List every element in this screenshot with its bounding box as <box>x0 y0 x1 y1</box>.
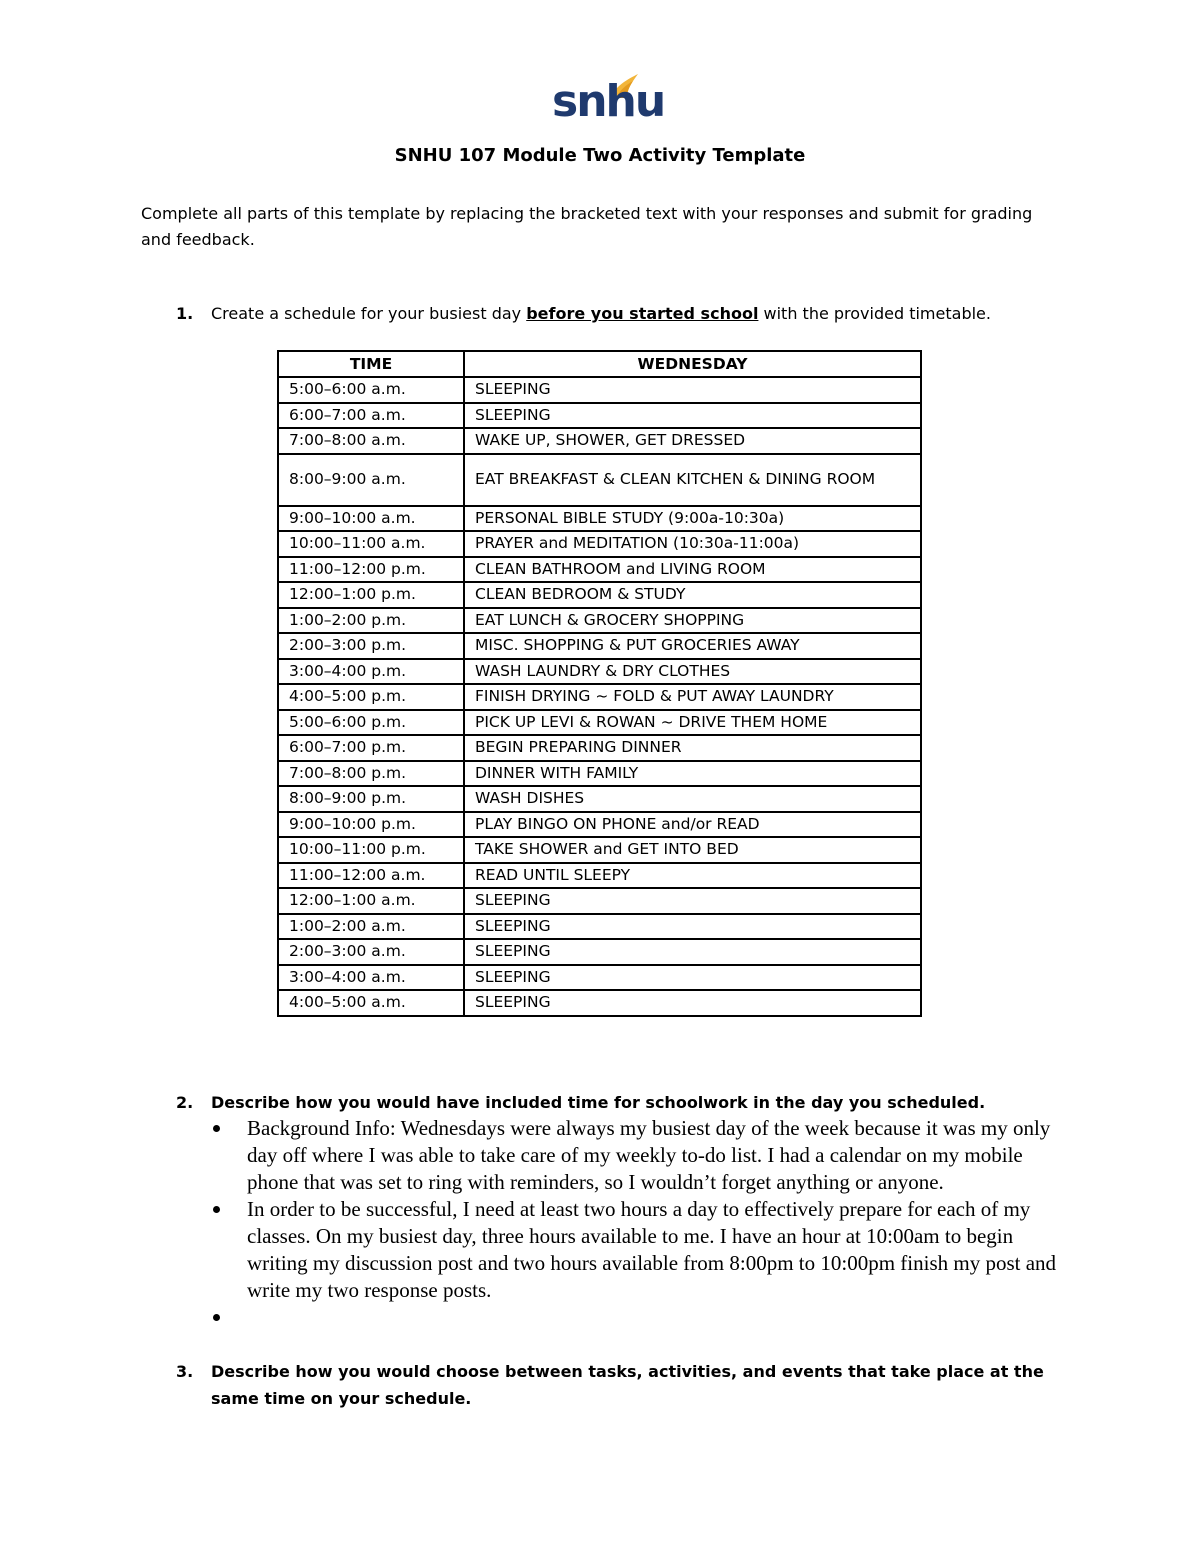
page-title: SNHU 107 Module Two Activity Template <box>394 145 806 166</box>
activity-cell[interactable]: BEGIN PREPARING DINNER <box>464 735 921 761</box>
question-1-text <box>211 300 1051 327</box>
table-row <box>278 990 921 1016</box>
activity-cell[interactable]: MISC. SHOPPING & PUT GROCERIES AWAY <box>464 633 921 659</box>
question-3-text: Describe how you would choose between tasks, activities, and events that take place at the same time on your schedule. <box>211 1362 1044 1408</box>
time-cell: 6:00–7:00 a.m. <box>278 403 464 429</box>
time-cell: 6:00–7:00 p.m. <box>278 735 464 761</box>
table-row <box>278 939 921 965</box>
activity-cell[interactable]: WASH DISHES <box>464 786 921 812</box>
time-cell: 7:00–8:00 p.m. <box>278 761 464 787</box>
activity-cell[interactable]: FINISH DRYING ~ FOLD & PUT AWAY LAUNDRY <box>464 684 921 710</box>
table-row <box>278 786 921 812</box>
table-row <box>278 888 921 914</box>
time-cell: 1:00–2:00 a.m. <box>278 914 464 940</box>
activity-cell[interactable]: TAKE SHOWER and GET INTO BED <box>464 837 921 863</box>
table-row <box>278 837 921 863</box>
question-2-text: Describe how you would have included time for schoolwork in the day you scheduled. <box>211 1093 986 1112</box>
activity-cell[interactable]: EAT LUNCH & GROCERY SHOPPING <box>464 608 921 634</box>
snhu-logo <box>552 72 665 134</box>
table-row <box>278 965 921 991</box>
time-cell: 4:00–5:00 a.m. <box>278 990 464 1016</box>
question-1-pre: Create a schedule for your busiest day <box>211 304 527 323</box>
activity-cell[interactable]: PRAYER and MEDITATION (10:30a-11:00a) <box>464 531 921 557</box>
time-cell: 12:00–1:00 a.m. <box>278 888 464 914</box>
time-cell: 4:00–5:00 p.m. <box>278 684 464 710</box>
table-row <box>278 608 921 634</box>
activity-cell[interactable]: SLEEPING <box>464 403 921 429</box>
answer-bullet-empty[interactable] <box>211 1304 1071 1331</box>
table-row <box>278 659 921 685</box>
answer-bullets <box>211 1115 1071 1331</box>
table-row <box>278 557 921 583</box>
table-header-row <box>278 351 921 377</box>
table-row <box>278 761 921 787</box>
time-cell: 9:00–10:00 p.m. <box>278 812 464 838</box>
table-row <box>278 735 921 761</box>
activity-cell[interactable]: SLEEPING <box>464 914 921 940</box>
answer-bullet[interactable] <box>211 1115 1071 1196</box>
header-time: TIME <box>278 351 464 377</box>
time-cell: 11:00–12:00 a.m. <box>278 863 464 889</box>
instructions: Complete all parts of this template by replacing the bracketed text with your responses and submit for grading and feedback. <box>141 204 1033 249</box>
activity-cell[interactable]: WAKE UP, SHOWER, GET DRESSED <box>464 428 921 454</box>
answer-text: Background Info: Wednesdays were always my busiest day of the week because it was my only day off where I was able to take care of my weekly to-do list. I had a calendar on my mobile phone that was set to ring with reminders, so I wouldn’t forget anything or anyone. <box>247 1116 1051 1194</box>
bullet-dot <box>213 1125 220 1132</box>
table-body <box>278 377 921 1016</box>
question-1-post: with the provided timetable. <box>758 304 991 323</box>
time-cell: 8:00–9:00 p.m. <box>278 786 464 812</box>
time-cell: 2:00–3:00 p.m. <box>278 633 464 659</box>
activity-cell[interactable]: PICK UP LEVI & ROWAN ~ DRIVE THEM HOME <box>464 710 921 736</box>
time-cell: 7:00–8:00 a.m. <box>278 428 464 454</box>
time-cell: 3:00–4:00 p.m. <box>278 659 464 685</box>
activity-cell[interactable]: PLAY BINGO ON PHONE and/or READ <box>464 812 921 838</box>
bullet-dot <box>213 1206 220 1213</box>
time-cell: 3:00–4:00 a.m. <box>278 965 464 991</box>
time-cell: 5:00–6:00 a.m. <box>278 377 464 403</box>
time-cell: 9:00–10:00 a.m. <box>278 506 464 532</box>
activity-cell[interactable]: SLEEPING <box>464 939 921 965</box>
time-cell: 5:00–6:00 p.m. <box>278 710 464 736</box>
table-row <box>278 582 921 608</box>
activity-cell[interactable]: CLEAN BEDROOM & STUDY <box>464 582 921 608</box>
time-cell: 2:00–3:00 a.m. <box>278 939 464 965</box>
activity-cell[interactable]: PERSONAL BIBLE STUDY (9:00a-10:30a) <box>464 506 921 532</box>
time-cell: 8:00–9:00 a.m. <box>278 454 464 506</box>
schedule-table <box>277 350 922 1017</box>
question-2-number: 2. <box>176 1093 194 1112</box>
activity-cell[interactable]: SLEEPING <box>464 990 921 1016</box>
time-cell: 12:00–1:00 p.m. <box>278 582 464 608</box>
table-row <box>278 863 921 889</box>
table-row <box>278 403 921 429</box>
table-row <box>278 684 921 710</box>
question-1-emphasis: before you started school <box>526 304 759 323</box>
activity-cell[interactable]: READ UNTIL SLEEPY <box>464 863 921 889</box>
table-row <box>278 710 921 736</box>
table-row <box>278 428 921 454</box>
activity-cell[interactable]: CLEAN BATHROOM and LIVING ROOM <box>464 557 921 583</box>
table-row <box>278 377 921 403</box>
table-row <box>278 812 921 838</box>
table-row <box>278 454 921 506</box>
activity-cell[interactable]: SLEEPING <box>464 377 921 403</box>
time-cell: 10:00–11:00 a.m. <box>278 531 464 557</box>
activity-cell[interactable]: SLEEPING <box>464 888 921 914</box>
table-row <box>278 633 921 659</box>
answer-text: In order to be successful, I need at least two hours a day to effectively prepare for each of my classes. On my busiest day, three hours available to me. I have an hour at 10:00am to begin writing my discussion post and two hours available from 8:00pm to 10:00pm finish my post and write my two response posts. <box>247 1197 1057 1302</box>
activity-cell[interactable]: DINNER WITH FAMILY <box>464 761 921 787</box>
answer-bullet[interactable] <box>211 1196 1071 1304</box>
activity-cell[interactable]: SLEEPING <box>464 965 921 991</box>
table-row <box>278 531 921 557</box>
activity-cell[interactable]: EAT BREAKFAST & CLEAN KITCHEN & DINING ROOM <box>464 454 921 506</box>
bullet-dot <box>213 1314 220 1321</box>
activity-cell[interactable]: WASH LAUNDRY & DRY CLOTHES <box>464 659 921 685</box>
time-cell: 1:00–2:00 p.m. <box>278 608 464 634</box>
question-3-number: 3. <box>176 1362 194 1381</box>
time-cell: 10:00–11:00 p.m. <box>278 837 464 863</box>
time-cell: 11:00–12:00 p.m. <box>278 557 464 583</box>
logo-wordmark: snhu <box>552 76 665 127</box>
table-row <box>278 914 921 940</box>
header-wednesday: WEDNESDAY <box>464 351 921 377</box>
question-1-number: 1. <box>176 304 194 323</box>
table-row <box>278 506 921 532</box>
